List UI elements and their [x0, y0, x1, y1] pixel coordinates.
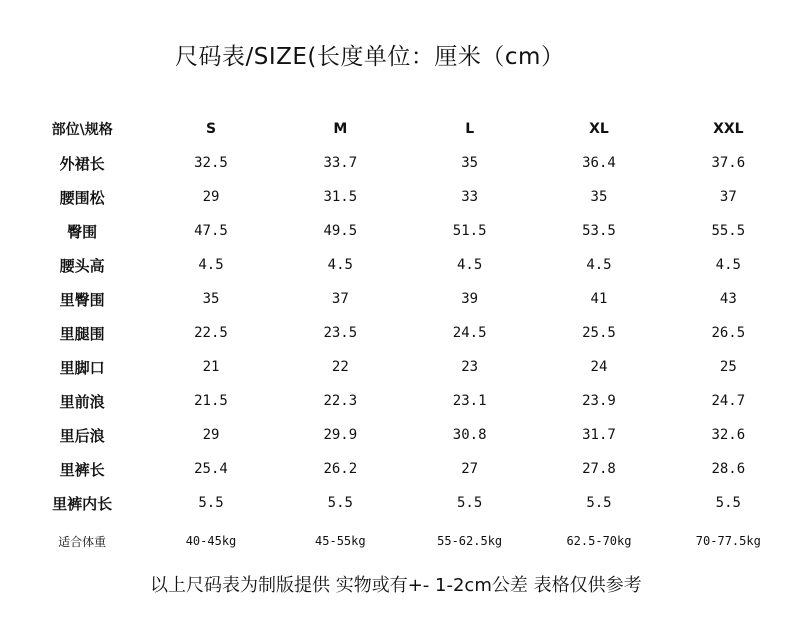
table-row: [18, 146, 793, 180]
table-cell: 32.6: [711, 427, 746, 443]
row-label: 腰围松: [59, 188, 105, 207]
table-cell: 29.9: [323, 427, 358, 443]
size-header: XL: [589, 121, 609, 137]
table-cell: 21: [202, 359, 220, 375]
table-cell: 55.5: [711, 223, 746, 239]
table-cell: 24.7: [711, 393, 746, 409]
table-cell: 25: [719, 359, 737, 375]
table-row: [18, 452, 793, 486]
row-label: 里裤内长: [52, 494, 113, 513]
page-title: 尺码表/SIZE(长度单位：厘米（cm）: [175, 44, 565, 70]
table-row: [18, 248, 793, 282]
table-cell: 5.5: [586, 495, 612, 511]
table-cell: 33.7: [323, 155, 358, 171]
size-header: XXL: [713, 121, 744, 137]
table-cell: 27.8: [582, 461, 616, 477]
table-cell: 41: [590, 291, 608, 307]
table-cell: 49.5: [323, 223, 358, 239]
table-cell: 70-77.5kg: [695, 534, 761, 548]
row-label: 里前浪: [59, 392, 105, 411]
table-cell: 43: [719, 291, 737, 307]
table-cell: 4.5: [327, 257, 353, 273]
table-cell: 31.7: [582, 427, 616, 443]
table-cell: 40-45kg: [185, 534, 237, 548]
table-cell: 53.5: [582, 223, 616, 239]
table-cell: 29: [202, 189, 220, 205]
table-cell: 45-55kg: [315, 534, 366, 548]
table-cell: 4.5: [715, 257, 741, 273]
table-row: [18, 316, 793, 350]
table-cell: 37: [719, 189, 737, 205]
table-cell: 4.5: [198, 257, 224, 273]
row-label: 外裙长: [59, 154, 105, 173]
table-cell: 31.5: [323, 189, 358, 205]
table-cell: 22: [331, 359, 349, 375]
table-cell: 39: [461, 291, 479, 307]
table-cell: 32.5: [194, 155, 228, 171]
table-cell: 51.5: [452, 223, 487, 239]
table-cell: 47.5: [194, 223, 228, 239]
table-cell: 29: [202, 427, 220, 443]
size-header: S: [205, 121, 217, 137]
table-cell: 23.5: [323, 325, 358, 341]
table-cell: 35: [461, 155, 479, 171]
table-cell: 28.6: [711, 461, 746, 477]
row-label: 臀围: [67, 222, 98, 241]
table-cell: 36.4: [582, 155, 616, 171]
table-cell: 22.3: [323, 393, 358, 409]
table-cell: 37.6: [711, 155, 746, 171]
table-row: [18, 486, 793, 520]
table-cell: 5.5: [715, 495, 741, 511]
weight-row: [18, 520, 793, 562]
table-cell: 23.1: [452, 393, 487, 409]
table-cell: 25.4: [194, 461, 228, 477]
table-cell: 24.5: [452, 325, 487, 341]
table-row: [18, 418, 793, 452]
table-cell: 22.5: [194, 325, 228, 341]
table-cell: 37: [331, 291, 349, 307]
row-label: 腰头高: [59, 256, 105, 275]
row-label: 里臀围: [59, 290, 105, 309]
table-header-row: [18, 112, 793, 146]
row-label: 里脚口: [59, 358, 105, 377]
row-label: 里裤长: [59, 460, 105, 479]
table-cell: 23.9: [582, 393, 616, 409]
size-chart-table: [18, 112, 793, 562]
table-cell: 26.5: [711, 325, 746, 341]
table-cell: 26.2: [323, 461, 358, 477]
table-cell: 5.5: [457, 495, 483, 511]
size-header: L: [465, 121, 475, 137]
table-cell: 35: [590, 189, 608, 205]
table-cell: 55-62.5kg: [437, 534, 503, 548]
row-label: 适合体重: [58, 534, 107, 549]
table-cell: 35: [202, 291, 220, 307]
footnote: 以上尺码表为制版提供 实物或有+- 1-2cm公差 表格仅供参考: [150, 575, 642, 596]
table-row: [18, 350, 793, 384]
table-cell: 4.5: [457, 257, 483, 273]
corner-label: 部位\规格: [51, 122, 113, 138]
table-row: [18, 282, 793, 316]
table-cell: 21.5: [194, 393, 228, 409]
table-row: [18, 384, 793, 418]
table-cell: 5.5: [327, 495, 353, 511]
table-cell: 24: [590, 359, 608, 375]
table-cell: 30.8: [452, 427, 487, 443]
table-cell: 62.5-70kg: [566, 534, 632, 548]
table-cell: 23: [461, 359, 479, 375]
table-cell: 33: [461, 189, 479, 205]
table-row: [18, 214, 793, 248]
table-cell: 5.5: [198, 495, 224, 511]
row-label: 里腿围: [59, 324, 105, 343]
table-row: [18, 180, 793, 214]
row-label: 里后浪: [59, 426, 105, 445]
size-header: M: [333, 121, 348, 137]
table-cell: 4.5: [586, 257, 612, 273]
table-cell: 27: [461, 461, 479, 477]
table-cell: 25.5: [582, 325, 616, 341]
